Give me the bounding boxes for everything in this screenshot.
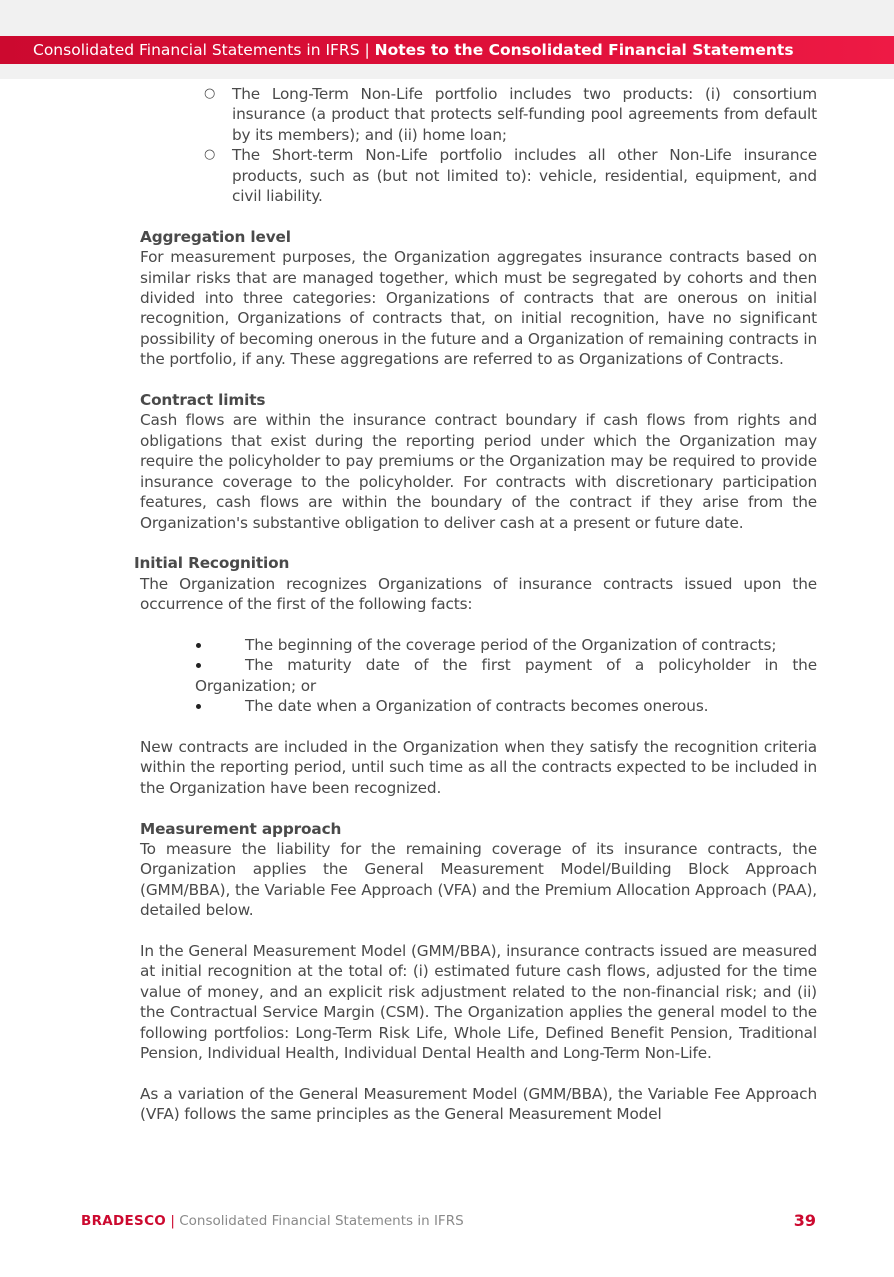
list-item — [140, 655, 817, 696]
list-item-text: The Long-Term Non-Life portfolio includes two products: (i) consortium insurance (a product that protects self-funding pool agreements from default by its members); and (ii) home loan; — [232, 85, 817, 144]
bullet-icon — [196, 643, 201, 648]
paragraph-aggregation: For measurement purposes, the Organization aggregates insurance contracts based on similar risks that are managed together, which must be segregated by cohorts and then divided into three categories: Organizations of contracts that are onerous on initial recognition, Organizations of contracts that, on initial recognition, have no significant possibility of becoming onerous in the future and a Organization of remaining contracts in the portfolio, if any. These aggregations are referred to as Organizations of Contracts. — [140, 248, 817, 369]
circle-bullet-icon: ○ — [204, 86, 216, 101]
paragraph-measurement-3: As a variation of the General Measurement Model (GMM/BBA), the Variable Fee Approach (VFA) follows the same principles as the General Measurement Model — [140, 1084, 817, 1124]
page-content — [134, 84, 817, 1125]
list-item-text: The date when a Organization of contracts becomes onerous. — [245, 697, 709, 716]
circle-bullet-icon: ○ — [204, 147, 216, 163]
top-margin — [0, 0, 894, 36]
footer-brand: BRADESCO — [81, 1213, 167, 1229]
list-item-text: The Short-term Non-Life portfolio includes all other Non-Life insurance products, such as (but not limited to): vehicle, residential, equipment, and civil liability. — [232, 146, 817, 206]
paragraph-measurement-1: To measure the liability for the remaining coverage of its insurance contracts, the Organization applies the General Measurement Model/Building Block Approach (GMM/BBA), the Variable Fee Approach (VFA) and the Premium Allocation Approach (PAA), detailed below. — [140, 839, 817, 920]
page-footer — [81, 1211, 816, 1231]
list-item — [140, 145, 817, 206]
page-number: 39 — [793, 1211, 816, 1230]
portfolio-list — [140, 84, 817, 206]
section-heading-aggregation: Aggregation level — [140, 227, 291, 246]
footer-document-title: Consolidated Financial Statements in IFRS — [179, 1213, 464, 1229]
section-heading-measurement: Measurement approach — [140, 819, 342, 838]
header-banner — [0, 36, 894, 64]
header-section-title: Notes to the Consolidated Financial Statements — [374, 41, 794, 59]
header-separator: | — [364, 41, 370, 59]
list-item — [140, 635, 817, 655]
section-heading-initial-recognition: Initial Recognition — [134, 554, 290, 573]
paragraph-contract-limits: Cash flows are within the insurance contract boundary if cash flows from rights and obligations that exist during the reporting period under which the Organization may require the policyholder to pay premiums or the Organization may be required to provide insurance coverage to the policyholder. For contracts with discretionary participation features, cash flows are within the boundary of the contract if they arise from the Organization's substantive obligation to deliver cash at a present or future date. — [140, 411, 817, 532]
footer-separator: | — [170, 1213, 175, 1229]
paragraph-new-contracts: New contracts are included in the Organization when they satisfy the recognition criteria within the reporting period, until such time as all the contracts expected to be included in the Organization have been recognized. — [140, 737, 817, 797]
section-heading-contract-limits: Contract limits — [140, 391, 266, 410]
list-item-text: The beginning of the coverage period of the Organization of contracts; — [245, 635, 777, 654]
header-document-title: Consolidated Financial Statements in IFRS — [33, 41, 360, 59]
paragraph-initial-recognition-intro: The Organization recognizes Organizations of insurance contracts issued upon the occurrence of the first of the following facts: — [140, 574, 817, 614]
header-underband — [0, 64, 894, 79]
recognition-facts-list — [140, 635, 817, 717]
list-item-text: The maturity date of the first payment of a policyholder in the Organization; or — [195, 656, 817, 695]
list-item — [140, 696, 817, 716]
paragraph-measurement-2: In the General Measurement Model (GMM/BBA), insurance contracts issued are measured at initial recognition at the total of: (i) estimated future cash flows, adjusted for the time value of money, and an explicit risk adjustment related to the non-financial risk; and (ii) the Contractual Service Margin (CSM). The Organization applies the general model to the following portfolios: Long-Term Risk Life, Whole Life, Defined Benefit Pension, Traditional Pension, Individual Health, Individual Dental Health and Long-Term Non-Life. — [140, 941, 817, 1062]
list-item — [140, 84, 817, 145]
